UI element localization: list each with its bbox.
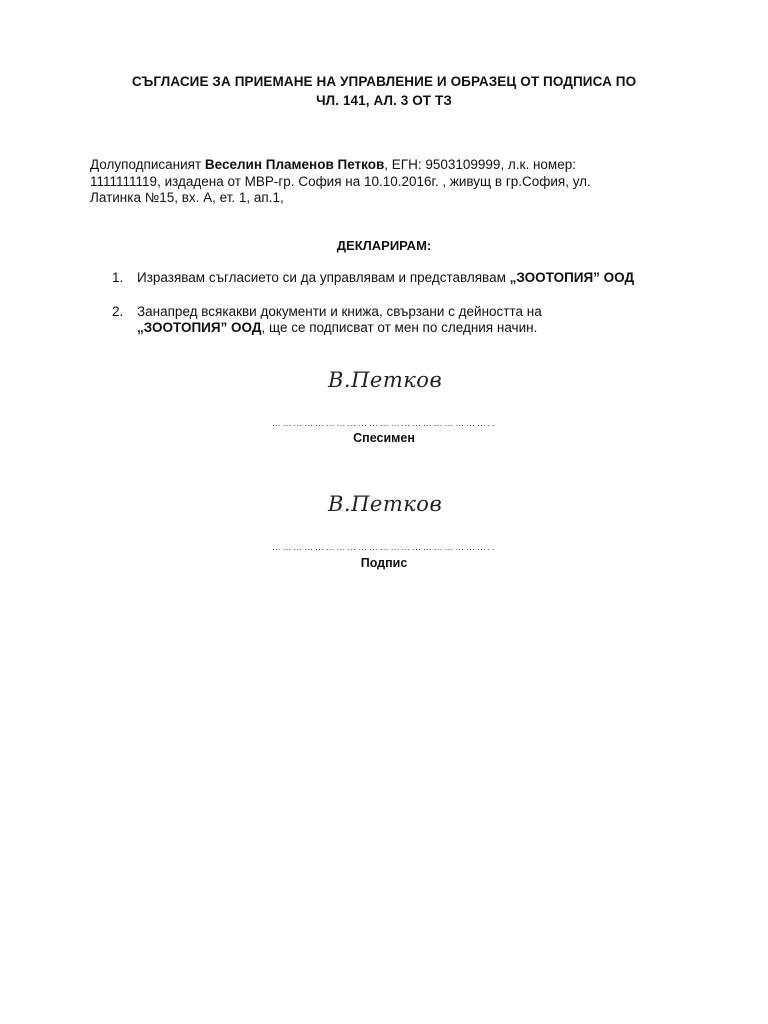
document-title-line-2: ЧЛ. 141, АЛ. 3 ОТ ТЗ (316, 93, 452, 108)
item-1-company: „ЗООТОПИЯ” ООД (509, 270, 635, 285)
intro-line-1 (90, 157, 680, 174)
intro-rest-line-1: , ЕГН: 9503109999, л.к. номер: (384, 157, 576, 172)
intro-prefix: Долуподписаният (90, 157, 205, 172)
intro-line-3: Латинка №15, вх. А, ет. 1, ап.1, (90, 190, 284, 205)
item-2-company: „ЗООТОПИЯ” ООД (137, 320, 262, 335)
item-2-rest: , ще се подписват от мен по следния начин. (261, 320, 538, 335)
signature-caption: Подпис (360, 556, 408, 570)
item-1-body: Изразявам съгласието си да управлявам и представлявам (137, 270, 510, 285)
signature-line: …………………………………………………….. (271, 542, 497, 552)
intro-paragraph (90, 157, 680, 207)
handwritten-signature (0, 488, 768, 520)
item-2-line-2 (137, 320, 537, 336)
item-1-number: 1. (112, 270, 124, 285)
specimen-caption: Спесимен (353, 431, 415, 445)
specimen-handwritten-signature (0, 364, 768, 396)
signature-text: В.Петков (328, 492, 443, 516)
declarant-name: Веселин Пламенов Петков (204, 157, 385, 172)
intro-line-2: 1111111119, издадена от МВР-гр. София на 10.10.2016г. , живущ в гр.София, ул. (90, 173, 591, 189)
item-2-line-1: Занапред всякакви документи и книжа, свързани с дейността на (137, 304, 542, 319)
item-2-number: 2. (112, 304, 124, 319)
declaration-heading: ДЕКЛАРИРАМ: (336, 238, 432, 253)
item-1-text (137, 270, 634, 286)
signature-drawing (324, 488, 444, 520)
document-title-line-1: СЪГЛАСИЕ ЗА ПРИЕМАНЕ НА УПРАВЛЕНИЕ И ОБРАЗЕЦ ОТ ПОДПИСА ПО (131, 74, 637, 89)
specimen-signature-text: В.Петков (328, 368, 443, 392)
specimen-signature-drawing (324, 364, 444, 396)
specimen-signature-line: …………………………………………………….. (271, 418, 497, 428)
